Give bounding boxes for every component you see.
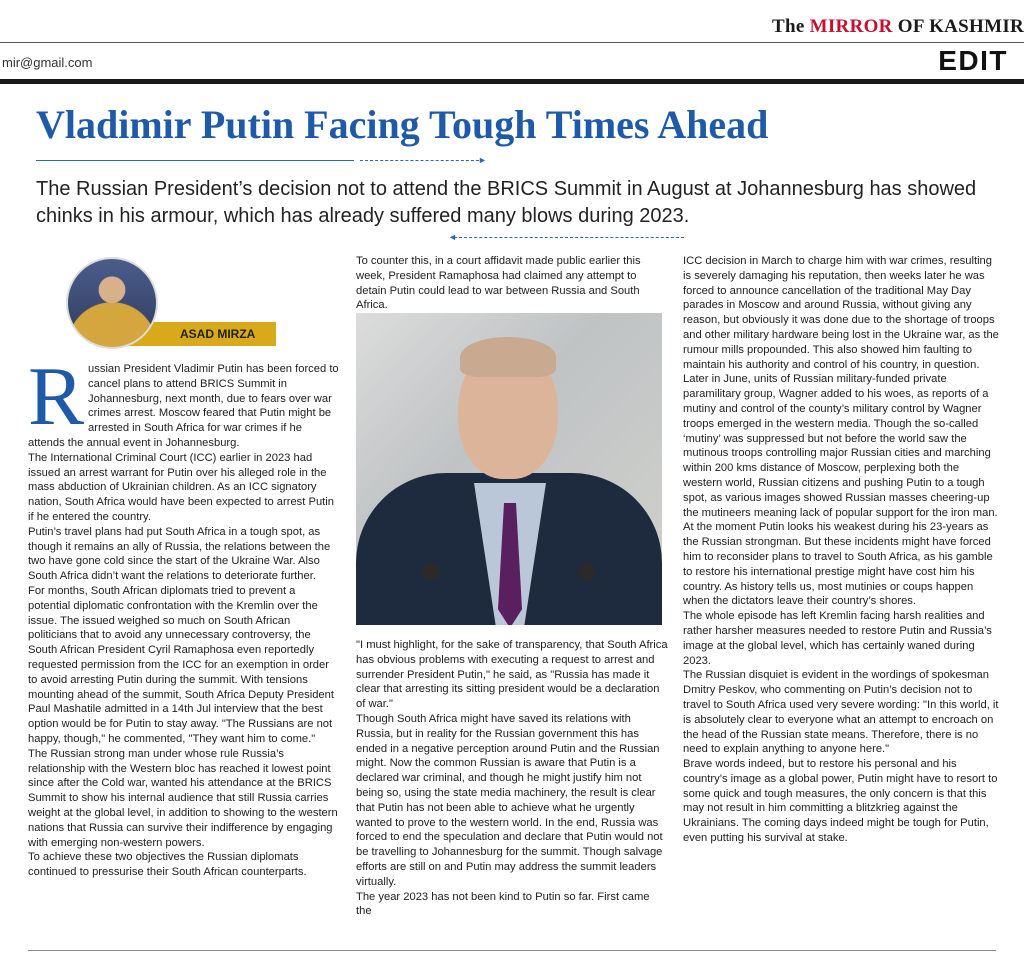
paragraph: The Russian strong man under whose rule Russia’s relationship with the Western bloc has reached it lowest point since after the Cold war, wanted his attendance at the BRICS Summit to show his internal audience that still Russia carries weight at the global level, in addition to showing to the western nations that Russia can survive their indifference by engaging with emerging non-western powers.	[28, 747, 338, 849]
section-label: EDIT	[938, 45, 1008, 76]
paragraph: At the moment Putin looks his weakest during his 23-years as the Russian strongman. But these incidents might have forced him to reconsider plans to travel to South Africa, as his gamble to restore his international prestige might have cost him his country. As history tells us, most mutinies or coups happen when the dictators leave their country’s shores.	[683, 521, 993, 608]
header-rule	[0, 79, 1024, 84]
headline-dashed-line	[360, 160, 484, 161]
paragraph: "I must highlight, for the sake of transparency, that South Africa has obvious problems with executing a request to arrest and surrender President Putin," he said, as "Russia has made it clear that arresting its sitting president would be a declaration of war."	[356, 639, 668, 711]
paragraph: For months, South African diplomats tried to prevent a potential diplomatic confrontation with the Kremlin over the issue. The issued weighed so much on South African politicians that to avoid any unnecessary controversy, the South African President Cyril Ramaphosa even reportedly requested permission from the ICC for an exemption in order to avoid arresting Putin during the summit. With tensions mounting ahead of the summit, South Africa Deputy President Paul Mashatile admitted in a 14th Jul interview that the best option would be for Putin to stay away. "The Russians are not happy, though," he commented, "They want him to come."	[28, 584, 334, 745]
paragraph: The Russian disquiet is evident in the wordings of spokesman Dmitry Peskov, who commenting on Putin’s decision not to travel to South Africa used very severe wording: "In this world, it is absolutely clear to everyone what an attempt to encroach on the head of the Russian state means. Therefore, there is no need to explain anything to anyone here."	[683, 669, 999, 756]
microphone-icon	[578, 563, 596, 581]
masthead	[772, 16, 1024, 38]
paragraph: Later in June, units of Russian military-funded private paramilitary group, Wagner added to his woes, as reports of a mutiny and control of the county’s military control by Wagner troops emerged in the western media. Though the so-called ‘mutiny’ was suppressed but not before the world saw the mutinous troops controlling major Russian cities and marching within 200 kms distance of Moscow, perplexing both the western world, Russian citizens and pushing Putin to a tough spot, as various images showed Russian masses cheering-up the mutineers meaning lack of popular support for the iron man.	[683, 373, 998, 519]
author-name: ASAD MIRZA	[180, 327, 256, 341]
article-column-2	[356, 638, 668, 919]
photo-hair	[460, 337, 556, 377]
masthead-prefix: The	[772, 16, 810, 37]
arrow-right-icon: ►	[478, 155, 487, 165]
headline-underline	[36, 160, 354, 161]
top-rule	[0, 42, 1024, 43]
microphone-icon	[422, 563, 440, 581]
paragraph: Putin’s travel plans had put South Africa in a tough spot, as though it remains an ally of Russia, the relations between the two have gone cold since the start of the Ukraine War. Also South Africa didn’t want the relations to deteriorate further.	[28, 525, 331, 583]
paragraph: ussian President Vladimir Putin has been forced to cancel plans to attend BRICS Summit in Johannesburg, next month, due to fears over war crimes arrest. Moscow feared that Putin might be arrested in South Africa for war crimes if he attends the annual event in Johannesburg.	[28, 363, 339, 449]
paragraph: ICC decision in March to charge him with war crimes, resulting is severely damaging his reputation, then weeks later he was forced to announce cancellation of the traditional May Day parades in Moscow and around Russia, without giving any reason, but obviously it was done due to the shortage of troops and other military hardware being lost in the Ukraine war, as the rumour mills propounded. This also showed him faulting to maintain his authority and control of his country, in question.	[683, 255, 999, 371]
paragraph: To counter this, in a court affidavit made public earlier this week, President Ramaphosa had claimed any attempt to detain Putin could lead to war between Russia and South Africa.	[356, 255, 641, 312]
arrow-left-icon: ◄	[448, 232, 457, 242]
paragraph: Though South Africa might have saved its relations with Russia, but in reality for the Russian government this has ended in a negative perception around Putin and the Russian might. Now the common Russian is aware that Putin is a declared war criminal, and though he might justify him not being so, using the state media machinery, the result is clear that Putin has not been able to achieve what he urgently wanted to prove to the western world. In the end, Russia was forced to end the speculation and declare that Putin would not be travelling to Johannesburg for the summit. Though salvage efforts are still on and Putin may address the summit leaders virtually.	[356, 712, 663, 888]
author-email: mir@gmail.com	[2, 55, 93, 70]
article-column-1	[28, 350, 340, 880]
paragraph: The year 2023 has not been kind to Putin so far. First came the	[356, 890, 650, 918]
subhead-dashed-line	[454, 237, 684, 238]
paragraph: The whole episode has left Kremlin facing harsh realities and rather harsher measures needed to restore Putin and Russia’s image at the global level, which has certainly waned during 2023.	[683, 610, 992, 667]
drop-cap: R	[28, 350, 85, 443]
paragraph: Brave words indeed, but to restore his personal and his country’s image as a global power, Putin might have to resort to some quick and tough measures, the only concern is that this may not result in him committing a blitzkrieg against the Ukrainians. The coming days indeed might be tough for Putin, even putting his survival at stake.	[683, 758, 998, 845]
article-column-2-top	[356, 254, 668, 313]
masthead-suffix: OF KASHMIR	[892, 16, 1024, 37]
subheadline: The Russian President’s decision not to attend the BRICS Summit in August at Johannesburg has showed chinks in his armour, which has already suffered many blows during 2023.	[36, 178, 977, 227]
putin-photo	[356, 313, 662, 625]
headline: Vladimir Putin Facing Tough Times Ahead	[36, 102, 769, 147]
paragraph: To achieve these two objectives the Russian diplomats continued to pressurise their South African counterparts.	[28, 851, 307, 879]
author-avatar	[66, 257, 158, 349]
masthead-middle: MIRROR	[809, 16, 893, 37]
bottom-rule	[28, 950, 996, 951]
paragraph: The International Criminal Court (ICC) earlier in 2023 had issued an arrest warrant for Putin over his alleged role in the mass abduction of Ukrainian children. As an ICC signatory nation, South Africa would have been expected to arrest Putin if he entered the country.	[28, 451, 334, 523]
article-column-3	[683, 254, 999, 846]
